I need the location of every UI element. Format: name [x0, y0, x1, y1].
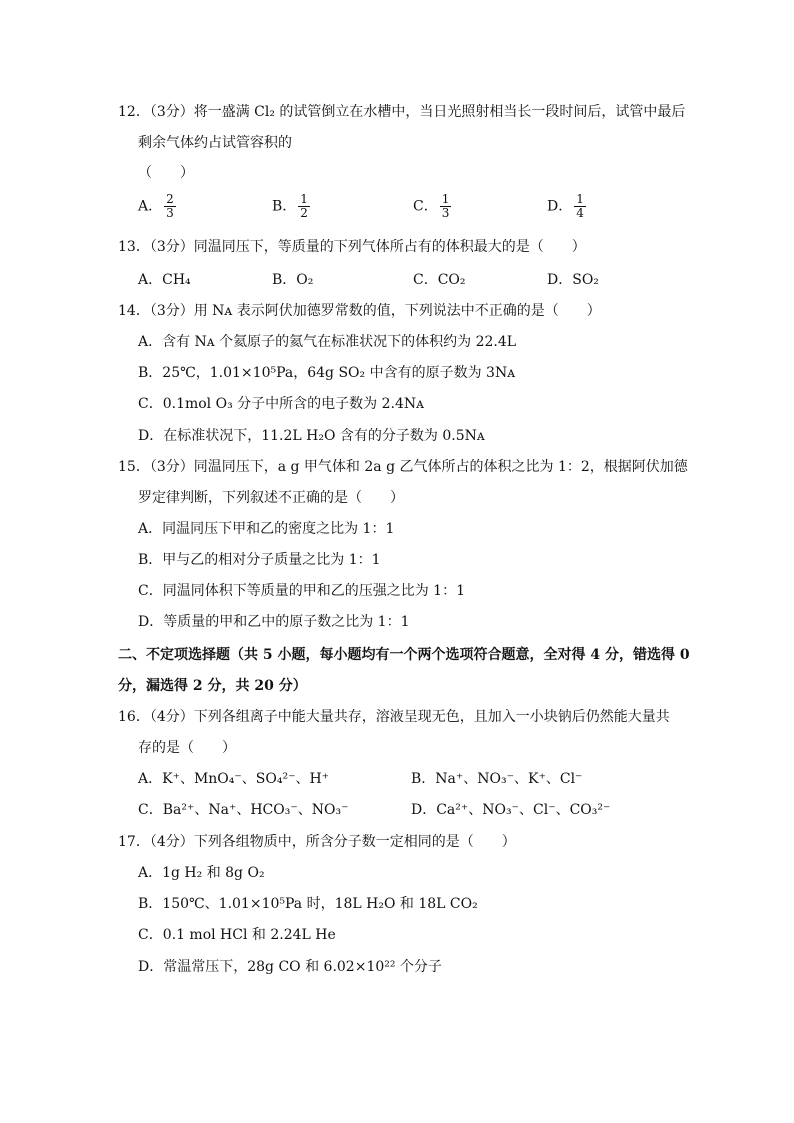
q12-option-a-fraction — [164, 193, 176, 220]
q12-option-d-fraction — [574, 193, 586, 220]
q12-option-a-num: 2 — [166, 192, 174, 206]
q13-option-a: A．CH₄ — [138, 272, 191, 288]
q13-option-d: D．SO₂ — [547, 272, 599, 288]
q16-stem-line2: 存的是（ ） — [138, 740, 236, 756]
q12-option-b-fraction — [298, 193, 310, 220]
q15-option-d: D．等质量的甲和乙中的原子数之比为 1：1 — [138, 614, 410, 630]
q17-option-a: A．1g H₂ 和 8g O₂ — [138, 865, 265, 881]
q12-option-a-den: 3 — [166, 206, 174, 220]
q12-option-d — [547, 193, 586, 220]
q14-option-d: D．在标准状况下，11.2L H₂O 含有的分子数为 0.5Nᴀ — [138, 428, 485, 444]
q15-stem-line2: 罗定律判断，下列叙述不正确的是（ ） — [138, 490, 404, 506]
q12-stem-line2: 剩余气体约占试管容积的 — [138, 135, 292, 151]
q12-option-c-num: 1 — [441, 192, 450, 206]
q16-option-c: C．Ba²⁺、Na⁺、HCO₃⁻、NO₃⁻ — [138, 802, 349, 818]
q12-option-d-den: 4 — [576, 206, 584, 220]
q12-option-b — [272, 193, 310, 220]
q12-answer-blank: （ ） — [138, 165, 194, 181]
section2-heading-line2: 分，漏选得 2 分，共 20 分） — [118, 678, 307, 694]
q12-option-c-label: C． — [413, 198, 438, 215]
q12-option-d-label: D． — [547, 198, 573, 215]
q15-option-b: B．甲与乙的相对分子质量之比为 1：1 — [138, 552, 381, 568]
q17-option-b: B．150℃、1.01×10⁵Pa 时，18L H₂O 和 18L CO₂ — [138, 896, 478, 912]
q13-stem: 13．（3分）同温同压下，等质量的下列气体所占有的体积最大的是（ ） — [118, 239, 586, 255]
q12-option-d-num: 1 — [576, 192, 584, 206]
q16-option-a: A．K⁺、MnO₄⁻、SO₄²⁻、H⁺ — [138, 771, 330, 787]
q12-option-a — [138, 193, 176, 220]
q15-option-c: C．同温同体积下等质量的甲和乙的压强之比为 1：1 — [138, 583, 465, 599]
q12-option-b-label: B． — [272, 198, 297, 215]
q12-option-c-den: 3 — [441, 206, 450, 220]
q15-stem-line1: 15．（3分）同温同压下，a g 甲气体和 2a g 乙气体所占的体积之比为 1：2，根据阿伏加德 — [118, 459, 688, 475]
q12-option-c-fraction — [440, 193, 452, 220]
q17-option-d: D．常温常压下，28g CO 和 6.02×10²² 个分子 — [138, 959, 442, 975]
q15-option-a: A．同温同压下甲和乙的密度之比为 1：1 — [138, 521, 395, 537]
q12-option-b-den: 2 — [300, 206, 308, 220]
section2-heading-line1: 二、不定项选择题（共 5 小题，每小题均有一个两个选项符合题意，全对得 4 分，错选得 0 — [118, 647, 690, 663]
q16-option-d: D．Ca²⁺、NO₃⁻、Cl⁻、CO₃²⁻ — [411, 802, 611, 818]
q12-stem-line1: 12．（3分）将一盛满 Cl₂ 的试管倒立在水槽中，当日光照射相当长一段时间后，试管中最后 — [118, 104, 686, 120]
q13-option-b: B．O₂ — [272, 272, 314, 288]
q12-option-a-label: A． — [138, 198, 163, 215]
q12-option-c — [413, 193, 451, 220]
q14-option-b: B．25℃，1.01×10⁵Pa，64g SO₂ 中含有的原子数为 3Nᴀ — [138, 365, 516, 381]
q13-option-c: C．CO₂ — [413, 272, 466, 288]
q14-stem: 14．（3分）用 Nᴀ 表示阿伏加德罗常数的值，下列说法中不正确的是（ ） — [118, 303, 601, 319]
q12-option-b-num: 1 — [300, 192, 308, 206]
q14-option-a: A．含有 Nᴀ 个氦原子的氦气在标准状况下的体积约为 22.4L — [138, 334, 517, 350]
q17-option-c: C．0.1 mol HCl 和 2.24L He — [138, 927, 336, 943]
q16-option-b: B．Na⁺、NO₃⁻、K⁺、Cl⁻ — [411, 771, 583, 787]
q14-option-c: C．0.1mol O₃ 分子中所含的电子数为 2.4Nᴀ — [138, 396, 425, 412]
q17-stem: 17．（4分）下列各组物质中，所含分子数一定相同的是（ ） — [118, 834, 516, 850]
q16-stem-line1: 16．（4分）下列各组离子中能大量共存，溶液呈现无色，且加入一小块钠后仍然能大量共 — [118, 709, 670, 725]
